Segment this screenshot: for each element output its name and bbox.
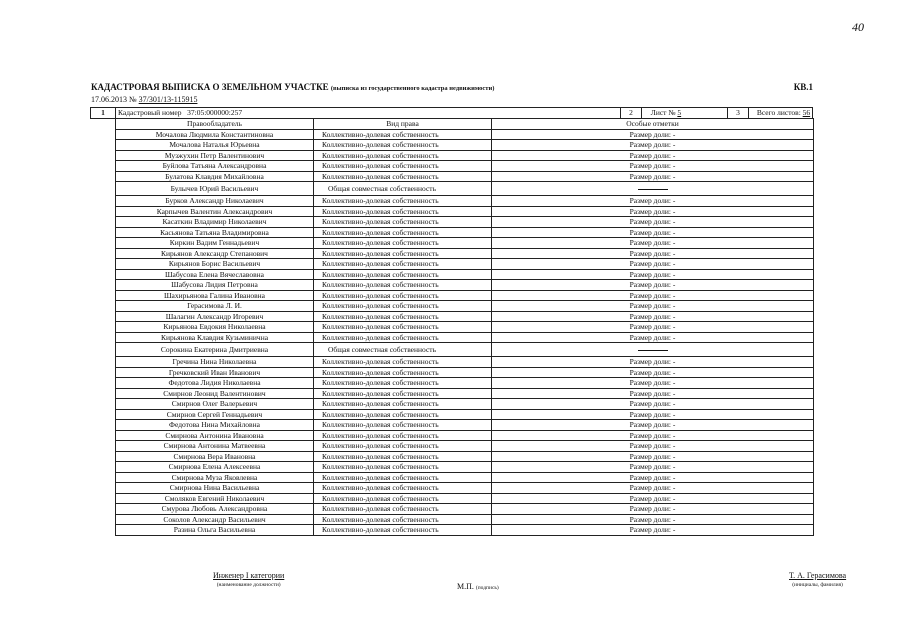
cadastral-number: 37:05:000000:257 (187, 108, 243, 117)
notes-cell: Размер доли: - (492, 525, 814, 536)
title-main: КАДАСТРОВАЯ ВЫПИСКА О ЗЕМЕЛЬНОМ УЧАСТКЕ (91, 82, 329, 92)
holder-cell: Касаткин Владимир Николаевич (116, 217, 314, 228)
table-row (116, 367, 814, 378)
notes-cell: Размер доли: - (492, 280, 814, 291)
right-type-cell: Коллективно-долевая собственность (314, 409, 492, 420)
table-row (116, 441, 814, 452)
holder-cell: Федотова Нина Михайловна (116, 420, 314, 431)
signer-caption: (инициалы, фамилия) (792, 582, 843, 588)
right-type-cell: Коллективно-долевая собственность (314, 483, 492, 494)
footer-signer (789, 571, 846, 588)
notes-cell: Размер доли: - (492, 248, 814, 259)
right-type-cell: Коллективно-долевая собственность (314, 238, 492, 249)
right-type-cell: Коллективно-долевая собственность (314, 248, 492, 259)
header-col3-index: 3 (727, 108, 749, 118)
holder-cell: Киркин Вадим Геннадьевич (116, 238, 314, 249)
right-type-cell: Коллективно-долевая собственность (314, 430, 492, 441)
holder-cell: Смирнова Елена Алексеевна (116, 462, 314, 473)
notes-cell: Размер доли: - (492, 259, 814, 270)
table-header-row (116, 119, 814, 130)
holder-cell: Смирнова Антонина Ивановна (116, 430, 314, 441)
holder-cell: Мочалова Наталья Юрьевна (116, 140, 314, 151)
position-title: Инженер I категории (213, 571, 285, 580)
notes-cell: Размер доли: - (492, 441, 814, 452)
column-header-notes: Особые отметки (492, 119, 814, 130)
table-row (116, 196, 814, 207)
table-row (116, 451, 814, 462)
table-row (116, 217, 814, 228)
header-col2-index: 2 (620, 108, 642, 118)
right-type-cell: Коллективно-долевая собственность (314, 472, 492, 483)
table-row (116, 525, 814, 536)
total-sheets: 56 (802, 108, 811, 117)
holder-cell: Булатова Клавдия Михайловна (116, 171, 314, 182)
notes-cell: Размер доли: - (492, 206, 814, 217)
right-type-cell: Коллективно-долевая собственность (314, 441, 492, 452)
table-row (116, 227, 814, 238)
holder-cell: Кирьянов Борис Васильевич (116, 259, 314, 270)
holder-cell: Сорокина Екатерина Дмитриевна (116, 343, 314, 357)
right-type-cell: Коллективно-долевая собственность (314, 367, 492, 378)
notes-cell: Размер доли: - (492, 311, 814, 322)
holder-cell: Смирнова Нина Васильевна (116, 483, 314, 494)
header-index: 1 (91, 108, 116, 118)
table-row (116, 332, 814, 343)
table-row (116, 129, 814, 140)
notes-cell: Размер доли: - (492, 409, 814, 420)
table-row (116, 290, 814, 301)
holder-cell: Кирьянова Евдокия Николаевна (116, 322, 314, 333)
table-row (116, 161, 814, 172)
holder-cell: Шабусова Елена Вячеславовна (116, 269, 314, 280)
dash-mark (638, 350, 668, 351)
right-type-cell: Коллективно-долевая собственность (314, 322, 492, 333)
notes-cell: Размер доли: - (492, 367, 814, 378)
holder-cell: Музжухин Петр Валентинович (116, 150, 314, 161)
notes-cell: Размер доли: - (492, 430, 814, 441)
table-row (116, 357, 814, 368)
right-type-cell: Коллективно-долевая собственность (314, 269, 492, 280)
holder-cell: Смирнова Антонина Матвеевна (116, 441, 314, 452)
holder-cell: Бурков Александр Николаевич (116, 196, 314, 207)
page-number: 40 (852, 20, 864, 34)
table-row (116, 206, 814, 217)
table-row (116, 409, 814, 420)
right-type-cell: Коллективно-долевая собственность (314, 357, 492, 368)
right-type-cell: Коллективно-долевая собственность (314, 420, 492, 431)
right-type-cell: Коллективно-долевая собственность (314, 161, 492, 172)
holder-cell: Кирьянов Александр Степанович (116, 248, 314, 259)
notes-cell: Размер доли: - (492, 420, 814, 431)
document-title (91, 82, 813, 94)
holder-cell: Смирнова Вера Ивановна (116, 451, 314, 462)
table-row (116, 388, 814, 399)
notes-cell: Размер доли: - (492, 322, 814, 333)
right-type-cell: Коллективно-долевая собственность (314, 129, 492, 140)
footer-stamp (457, 582, 499, 591)
document-date (91, 95, 197, 104)
right-type-cell: Коллективно-долевая собственность (314, 206, 492, 217)
table-row (116, 140, 814, 151)
right-type-cell: Коллективно-долевая собственность (314, 259, 492, 270)
table-row (116, 322, 814, 333)
form-code: КВ.1 (793, 82, 813, 92)
cadastral-label: Кадастровый номер (118, 108, 182, 117)
notes-cell: Размер доли: - (492, 150, 814, 161)
right-type-cell: Общая совместная собственность (314, 343, 492, 357)
cadastral-number-cell (118, 108, 528, 118)
table-row (116, 472, 814, 483)
table-row (116, 378, 814, 389)
notes-cell: Размер доли: - (492, 399, 814, 410)
table-row (116, 311, 814, 322)
notes-cell: Размер доли: - (492, 140, 814, 151)
right-type-cell: Коллективно-долевая собственность (314, 217, 492, 228)
dash-mark (638, 189, 668, 190)
notes-cell: Размер доли: - (492, 504, 814, 515)
holder-cell: Федотова Лидия Николаевна (116, 378, 314, 389)
total-sheets-cell (755, 108, 815, 118)
holder-cell: Карпычев Валентин Александрович (116, 206, 314, 217)
holder-cell: Гречковский Иван Иванович (116, 367, 314, 378)
holder-cell: Мочалова Людмила Константиновна (116, 129, 314, 140)
notes-cell: Размер доли: - (492, 269, 814, 280)
right-type-cell: Коллективно-долевая собственность (314, 150, 492, 161)
table-row (116, 430, 814, 441)
notes-cell: Размер доли: - (492, 462, 814, 473)
notes-cell: Размер доли: - (492, 290, 814, 301)
notes-cell: Размер доли: - (492, 451, 814, 462)
holder-cell: Герасимова Л. И. (116, 301, 314, 312)
sheet-label: Лист № (650, 108, 676, 117)
position-caption: (наименование должности) (216, 582, 281, 588)
table-row (116, 301, 814, 312)
holder-cell: Буйлова Татьяна Александровна (116, 161, 314, 172)
holder-cell: Смирнова Муза Яковлевна (116, 472, 314, 483)
total-label: Всего листов: (756, 108, 801, 117)
column-header-right: Вид права (314, 119, 492, 130)
holder-cell: Смирнов Леонид Валентинович (116, 388, 314, 399)
notes-cell: Размер доли: - (492, 483, 814, 494)
holder-cell: Соколов Александр Васильевич (116, 514, 314, 525)
right-type-cell: Коллективно-долевая собственность (314, 399, 492, 410)
holder-cell: Кирьянова Клавдия Кузьминична (116, 332, 314, 343)
right-type-cell: Коллективно-долевая собственность (314, 227, 492, 238)
table-row (116, 483, 814, 494)
right-type-cell: Коллективно-долевая собственность (314, 332, 492, 343)
right-type-cell: Коллективно-долевая собственность (314, 451, 492, 462)
table-row (116, 248, 814, 259)
table-body (116, 129, 814, 535)
table-row (116, 171, 814, 182)
date-text: 17.06.2013 № (91, 95, 137, 104)
notes-cell: Размер доли: - (492, 217, 814, 228)
document-number: 37/301/13-115915 (138, 95, 198, 104)
column-header-holder: Правообладатель (116, 119, 314, 130)
notes-cell (492, 343, 814, 357)
notes-cell: Размер доли: - (492, 357, 814, 368)
notes-cell: Размер доли: - (492, 129, 814, 140)
holder-cell: Булычев Юрий Васильевич (116, 182, 314, 196)
holder-cell: Смоляков Евгений Николаевич (116, 493, 314, 504)
right-type-cell: Коллективно-долевая собственность (314, 462, 492, 473)
notes-cell: Размер доли: - (492, 227, 814, 238)
table-row (116, 182, 814, 196)
notes-cell: Размер доли: - (492, 196, 814, 207)
notes-cell: Размер доли: - (492, 472, 814, 483)
holder-cell: Шабусова Лидия Петровна (116, 280, 314, 291)
notes-cell: Размер доли: - (492, 514, 814, 525)
table-row (116, 462, 814, 473)
table-row (116, 280, 814, 291)
right-type-cell: Общая совместная собственность (314, 182, 492, 196)
holder-cell: Смирнов Олег Валерьевич (116, 399, 314, 410)
owners-table (115, 118, 814, 536)
signer-name: Т. А. Герасимова (789, 571, 847, 580)
table-row (116, 150, 814, 161)
table-row (116, 504, 814, 515)
right-type-cell: Коллективно-долевая собственность (314, 388, 492, 399)
notes-cell: Размер доли: - (492, 493, 814, 504)
holder-cell: Гречина Нина Николаевна (116, 357, 314, 368)
right-type-cell: Коллективно-долевая собственность (314, 493, 492, 504)
holder-cell: Касьянова Татьяна Владимировна (116, 227, 314, 238)
table-row (116, 399, 814, 410)
sheet-number-cell (647, 108, 727, 118)
right-type-cell: Коллективно-долевая собственность (314, 171, 492, 182)
title-subtitle: (выписка из государственного кадастра недвижимости) (330, 85, 495, 92)
table-row (116, 514, 814, 525)
table-row (116, 259, 814, 270)
right-type-cell: Коллективно-долевая собственность (314, 311, 492, 322)
table-row (116, 343, 814, 357)
table-row (116, 493, 814, 504)
notes-cell: Размер доли: - (492, 161, 814, 172)
right-type-cell: Коллективно-долевая собственность (314, 504, 492, 515)
right-type-cell: Коллективно-долевая собственность (314, 280, 492, 291)
notes-cell: Размер доли: - (492, 171, 814, 182)
right-type-cell: Коллективно-долевая собственность (314, 140, 492, 151)
notes-cell: Размер доли: - (492, 301, 814, 312)
table-row (116, 238, 814, 249)
right-type-cell: Коллективно-долевая собственность (314, 378, 492, 389)
notes-cell: Размер доли: - (492, 378, 814, 389)
signature-caption: (подпись) (475, 585, 499, 591)
right-type-cell: Коллективно-долевая собственность (314, 196, 492, 207)
sheet-number: 5 (677, 108, 682, 117)
right-type-cell: Коллективно-долевая собственность (314, 290, 492, 301)
table-row (116, 269, 814, 280)
stamp-label: М.П. (457, 582, 474, 591)
holder-cell: Шахирьянова Галина Ивановна (116, 290, 314, 301)
holder-cell: Разина Ольга Васильевна (116, 525, 314, 536)
holder-cell: Смирнов Сергей Геннадьевич (116, 409, 314, 420)
notes-cell: Размер доли: - (492, 332, 814, 343)
right-type-cell: Коллективно-долевая собственность (314, 514, 492, 525)
notes-cell: Размер доли: - (492, 388, 814, 399)
right-type-cell: Коллективно-долевая собственность (314, 525, 492, 536)
notes-cell (492, 182, 814, 196)
footer-position (213, 571, 284, 588)
notes-cell: Размер доли: - (492, 238, 814, 249)
holder-cell: Смурова Любовь Александровна (116, 504, 314, 515)
table-row (116, 420, 814, 431)
right-type-cell: Коллективно-долевая собственность (314, 301, 492, 312)
holder-cell: Шалагин Александр Игоревич (116, 311, 314, 322)
